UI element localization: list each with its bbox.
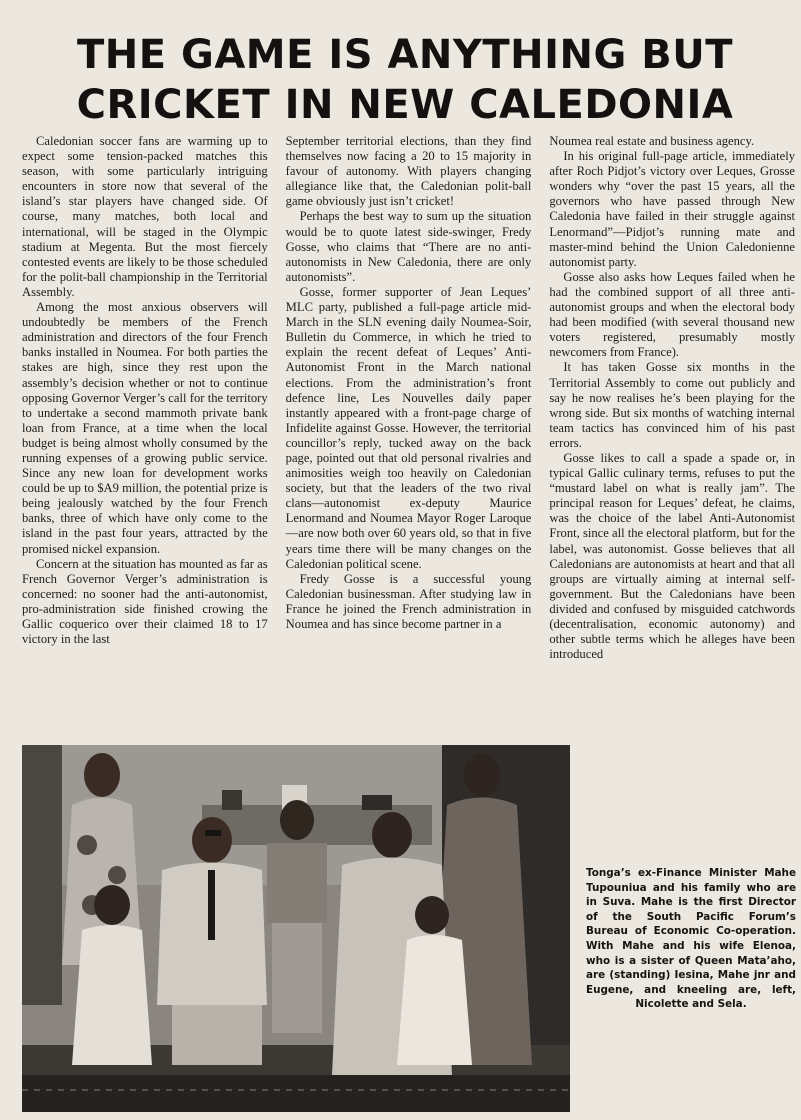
paragraph: Perhaps the best way to sum up the situation would be to quote latest side-swinger, Fredy Gosse, who claims that “There are no anti-autonomists in New Caledonia, there are only autonomists”.	[285, 209, 532, 284]
photo-caption: Tonga’s ex-Finance Minister Mahe Tupouniua and his family who are in Suva. Mahe is the first Director of the South Pacific Forum’s Bureau of Economic Co-operation. With Mahe and his wife Elenoa, who is a sister of Queen Mata’aho, are (standing) Iesina, Mahe jnr and Eugene, and kneeling are, left, Nicolette and Sela.	[586, 867, 796, 1011]
paragraph: Among the most anxious observers will undoubtedly be members of the French administration and directors of the four French banks installed in Noumea. For both parties the stakes are high, since they rest upon the assembly’s decision whether or not to continue opposing Governor Verger’s call for the territory to undertake a second mammoth private bank loan from France, at a time when the local budget is being almost wholly consumed by the running expenses of a growing public service. Since any new loan for development works could be up to $A9 million, the potential prize is being jealously watched by the four French banks, three of which have only come to the island in the past four years, attracted by the promised nickel expansion.	[22, 300, 268, 556]
paragraph: Fredy Gosse is a successful young Caledonian businessman. After studying law in France he joined the French administration in Noumea and has since become partner in a	[285, 571, 532, 631]
paragraph: Gosse likes to call a spade a spade or, in typical Gallic culinary terms, refuses to put the “mustard label on what is really jam”. The principal reason for Leques’ defeat, he claims, was the choice of the label Anti-Autonomist Front, since all the electoral platform, but for the label, was autonomist. Gosse believes that all Caledonians are autonomists at heart and that all groups are virtually aiming at internal self-government. But the Caledonians have been divided and confused by misguided catchwords (decentralisation, economic autonomy) and other subtle terms which he alleges have been introduced	[549, 450, 796, 662]
column-1	[22, 134, 268, 724]
paragraph: September territorial elections, than they find themselves now facing a 20 to 15 majority in favour of autonomy. With players changing allegiance like that, the Caledonian polit-ball game obviously just isn’t cricket!	[285, 134, 532, 209]
paragraph: In his original full-page article, immediately after Roch Pidjot’s victory over Leques, Grosse wonders why “over the past 15 years, all the governors who have passed through New Caledonia have failed in their struggle against Lenormand”—Pidjot’s running mate and master-mind behind the Union Caledonienne autonomist party.	[549, 149, 796, 269]
paragraph: Gosse, former supporter of Jean Leques’ MLC party, published a full-page article mid-March in the SLN evening daily Noumea-Soir, Bulletin du Commerce, in which he tried to explain the recent defeat of Leques’ Anti-Autonomist Front in the March national elections. From the administration’s front defence line, Les Nouvelles daily paper instantly appeared with a front-page charge of Infidelite against Gosse. However, the territorial councillor’s reply, tucked away on the back page, pointed out that old personal rivalries and animosities weigh too heavily on Caledonian society, but that the leaders of the two rival clans—autonomist ex-deputy Maurice Lenormand and Noumea Mayor Roger Laroque—are now both over 60 years old, so that in five years time there will be many changes on the Caledonian political scene.	[285, 284, 532, 571]
paragraph: Noumea real estate and business agency.	[549, 134, 755, 148]
paragraph: Caledonian soccer fans are warming up to expect some tension-packed matches this season, with some particularly intriguing encounters in store now that several of the island’s star players have changed side. Of course, many matches, both local and international, will be staged in the Olympic stadium at Megenta. But the most fiercely contested events are likely to be those scheduled for the polit-ball championship in the Territorial Assembly.	[22, 134, 268, 299]
column-3	[549, 134, 795, 724]
headline-line-2: CRICKET IN NEW CALEDONIA	[76, 82, 734, 128]
article-body	[22, 134, 795, 724]
paragraph: Gosse also asks how Leques failed when he had the combined support of all three anti-autonomist groups and when the electoral body had been modified (with several thousand new voters registered, presumably mostly newcomers from France).	[549, 269, 796, 360]
paragraph: Concern at the situation has mounted as far as French Governor Verger’s administration is concerned: no sooner had the anti-autonomist, pro-administration side finished crowing the Gallic coquerico over their claimed 18 to 17 victory in the last	[22, 556, 268, 647]
paragraph: It has taken Gosse six months in the Territorial Assembly to come out publicly and say he now realises he’s been playing for the wrong side. But six months of watching internal team tactics has convinced him of his past errors.	[549, 360, 796, 450]
headline-line-1: THE GAME IS ANYTHING BUT	[76, 32, 733, 78]
article-headline	[60, 30, 750, 130]
family-photo	[22, 745, 570, 1112]
column-2	[286, 134, 532, 724]
family-photo-illustration	[22, 745, 570, 1112]
